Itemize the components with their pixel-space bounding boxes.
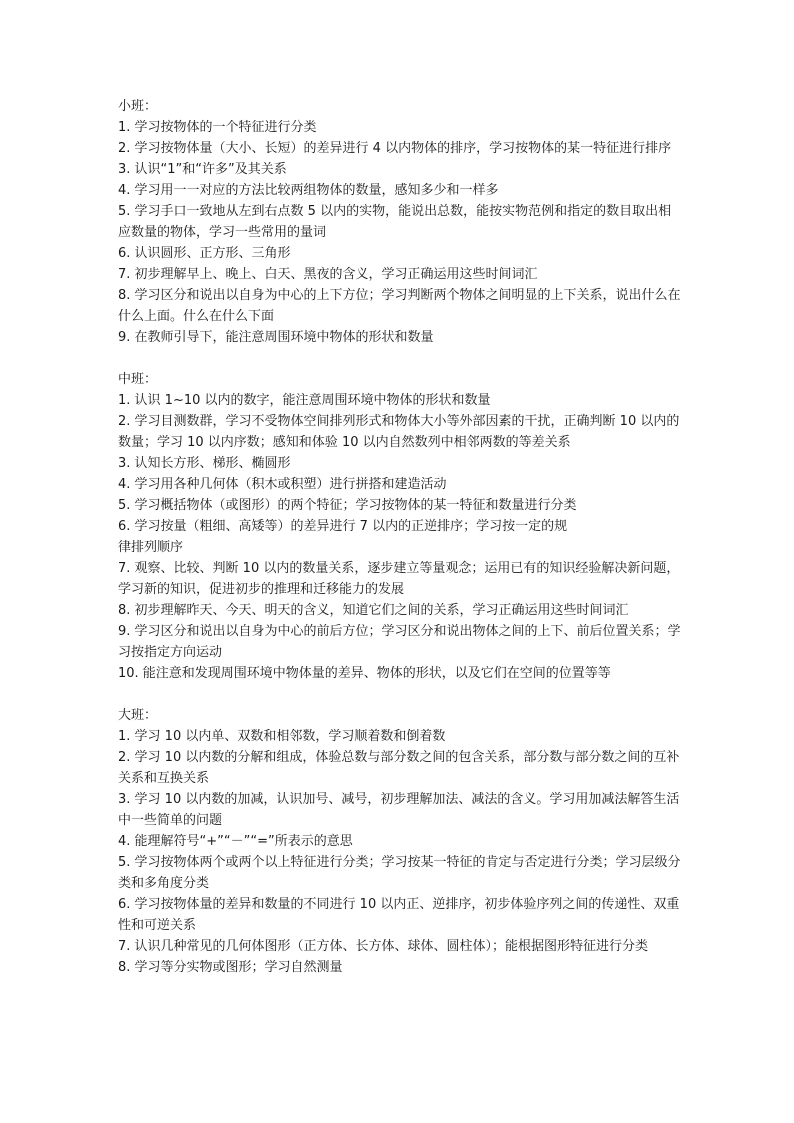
list-item: 2. 学习 10 以内数的分解和组成，体验总数与部分数之间的包含关系，部分数与部分数之间的互补关系和互换关系 (118, 750, 680, 786)
list-item: 7. 观察、比较、判断 10 以内的数量关系，逐步建立等量观念；运用已有的知识经验解决新问题，学习新的知识，促进初步的推理和迁移能力的发展 (118, 561, 680, 597)
list-item: 9. 学习区分和说出以自身为中心的前后方位；学习区分和说出物体之间的上下、前后位置关系；学习按指定方向运动 (118, 624, 681, 660)
section-heading: 中班： (118, 372, 158, 387)
section-1 (118, 369, 682, 684)
list-item: 2. 学习目测数群，学习不受物体空间排列形式和物体大小等外部因素的干扰，正确判断 10 以内的数量；学习 10 以内序数；感知和体验 10 以内自然数列中相邻两数的等差关系 (118, 414, 680, 450)
list-item: 3. 认知长方形、梯形、椭圆形 (118, 456, 291, 471)
list-item: 5. 学习按物体两个或两个以上特征进行分类；学习按某一特征的肯定与否定进行分类；学习层级分类和多角度分类 (118, 855, 681, 891)
list-item: 8. 学习等分实物或图形；学习自然测量 (118, 960, 343, 975)
section-heading: 小班： (118, 99, 158, 114)
list-item: 1. 学习按物体的一个特征进行分类 (118, 120, 317, 135)
document-page (118, 96, 682, 978)
list-item: 2. 学习按物体量（大小、长短）的差异进行 4 以内物体的排序，学习按物体的某一特征进行排序 (118, 141, 672, 156)
list-item: 8. 学习区分和说出以自身为中心的上下方位；学习判断两个物体之间明显的上下关系，说出什么在什么上面。什么在什么下面 (118, 288, 681, 324)
list-item: 7. 初步理解早上、晚上、白天、黑夜的含义，学习正确运用这些时间词汇 (118, 267, 538, 282)
list-item: 6. 学习按物体量的差异和数量的不同进行 10 以内正、逆排序，初步体验序列之间的传递性、双重性和可逆关系 (118, 897, 680, 933)
list-item: 3. 学习 10 以内数的加减，认识加号、减号，初步理解加法、减法的含义。学习用加减法解答生活中一些简单的问题 (118, 792, 680, 828)
section-heading: 大班： (118, 708, 158, 723)
section-2 (118, 705, 682, 978)
section-0 (118, 96, 682, 348)
list-item: 8. 初步理解昨天、今天、明天的含义，知道它们之间的关系，学习正确运用这些时间词汇 (118, 603, 629, 618)
list-item: 1. 学习 10 以内单、双数和相邻数，学习顺着数和倒着数 (118, 729, 446, 744)
list-item: 9. 在教师引导下，能注意周围环境中物体的形状和数量 (118, 330, 434, 345)
list-item: 7. 认识几种常见的几何体图形（正方体、长方体、球体、圆柱体）；能根据图形特征进行分类 (118, 939, 649, 954)
list-item: 3. 认识“1”和“许多”及其关系 (118, 162, 287, 177)
list-item: 6. 学习按量（粗细、高矮等）的差异进行 7 以内的正逆排序；学习按一定的规 (118, 519, 568, 534)
list-item: 4. 学习用一一对应的方法比较两组物体的数量，感知多少和一样多 (118, 183, 499, 198)
list-item: 5. 学习手口一致地从左到右点数 5 以内的实物，能说出总数，能按实物范例和指定的数目取出相应数量的物体，学习一些常用的量词 (118, 204, 672, 240)
list-item: 6. 认识圆形、正方形、三角形 (118, 246, 291, 261)
list-item: 4. 学习用各种几何体（积木或积塑）进行拼搭和建造活动 (118, 477, 447, 492)
list-item: 5. 学习概括物体（或图形）的两个特征；学习按物体的某一特征和数量进行分类 (118, 498, 577, 513)
list-item: 律排列顺序 (118, 540, 184, 555)
list-item: 1. 认识 1~10 以内的数字，能注意周围环境中物体的形状和数量 (118, 393, 491, 408)
list-item: 10. 能注意和发现周围环境中物体量的差异、物体的形状，以及它们在空间的位置等等 (118, 666, 611, 681)
list-item: 4. 能理解符号“+”“－”“=”所表示的意思 (118, 834, 353, 849)
